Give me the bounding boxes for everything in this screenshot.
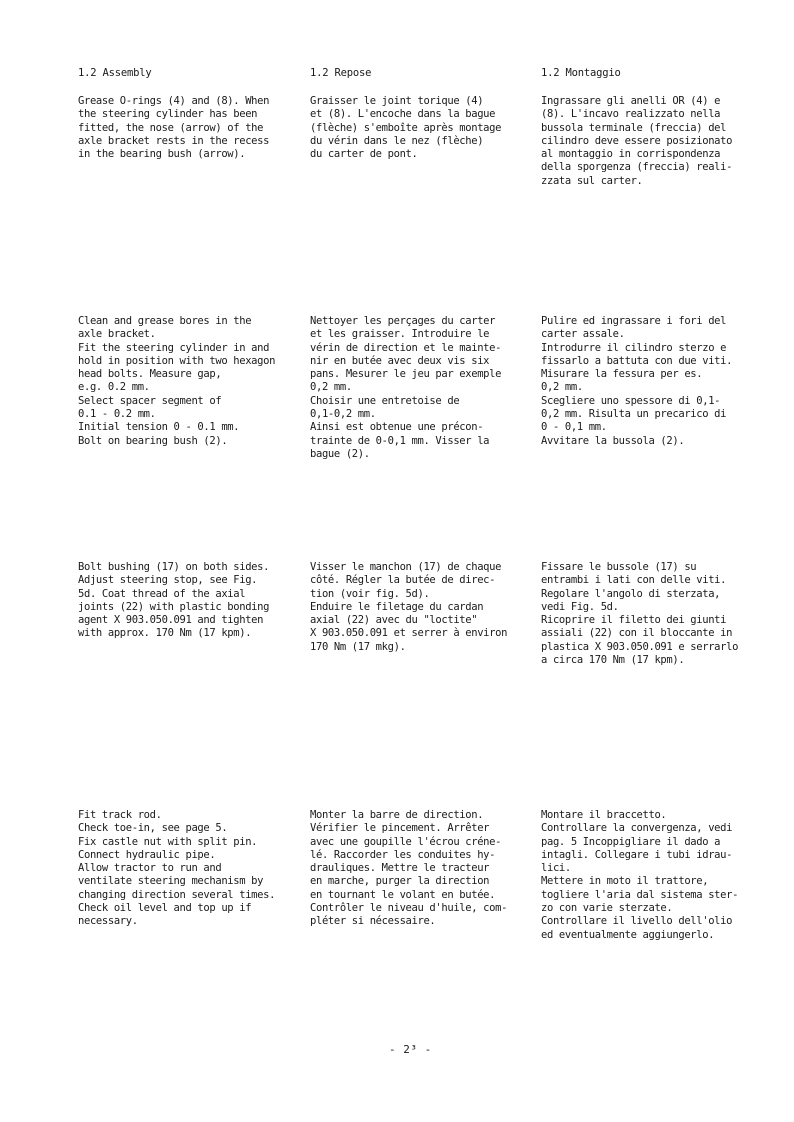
- text-line: avec une goupille l'écrou créne-: [310, 835, 502, 848]
- text-line: Scegliere uno spessore di 0,1-: [541, 394, 721, 407]
- text-line: lici.: [541, 862, 571, 875]
- text-line: Check oil level and top up if: [78, 902, 252, 915]
- text-line: Pulire ed ingrassare i fori del: [541, 315, 727, 327]
- text-line: 0,2 mm.: [541, 381, 583, 394]
- text-line: hold in position with two hexagon: [78, 354, 276, 367]
- text-line: 170 Nm (17 mkg).: [310, 640, 406, 653]
- text-line: Introdurre il cilindro sterzo e: [541, 341, 727, 354]
- page-number: - 2³ -: [389, 1043, 432, 1056]
- text-line: du vérin dans le nez (flèche): [310, 134, 484, 147]
- section-2-french: [310, 315, 501, 461]
- text-line: et les graisser. Introduire le: [310, 328, 490, 341]
- text-line: axle bracket rests in the recess: [78, 134, 270, 147]
- text-line: tion (voir fig. 5d).: [310, 587, 430, 600]
- text-line: Select spacer segment of: [78, 394, 222, 407]
- section-3-italian: [541, 561, 738, 667]
- text-line: trainte de 0-0,1 mm. Visser la: [310, 434, 490, 447]
- text-line: joints (22) with plastic bonding: [78, 600, 270, 613]
- section-3-english: [78, 561, 269, 641]
- heading-italian: 1.2 Montaggio: [541, 67, 621, 79]
- text-line: en tournant le volant en butée.: [310, 888, 496, 901]
- text-line: lé. Raccorder les conduites hy-: [310, 848, 496, 861]
- text-line: drauliques. Mettre le tracteur: [310, 862, 490, 875]
- text-line: della sporgenza (freccia) reali-: [541, 161, 733, 174]
- text-line: Fix castle nut with split pin.: [78, 835, 258, 848]
- text-line: axle bracket.: [78, 328, 156, 341]
- text-line: Avvitare la bussola (2).: [541, 434, 685, 447]
- text-line: cilindro deve essere posizionato: [541, 134, 733, 147]
- text-line: pléter si nécessaire.: [310, 915, 436, 928]
- text-line: Controllare il livello dell'olio: [541, 915, 733, 928]
- text-line: Adjust steering stop, see Fig.: [78, 574, 258, 587]
- text-line: assiali (22) con il bloccante in: [541, 627, 733, 640]
- text-line: Monter la barre de direction.: [310, 809, 484, 821]
- text-line: Grease O-rings (4) and (8). When: [78, 95, 270, 107]
- text-line: (8). L'incavo realizzato nella: [541, 108, 721, 121]
- text-line: ed eventualmente aggiungerlo.: [541, 928, 715, 941]
- text-line: in the bearing bush (arrow).: [78, 148, 246, 161]
- text-line: Montare il braccetto.: [541, 809, 667, 821]
- text-line: Fissare le bussole (17) su: [541, 561, 697, 573]
- text-line: ventilate steering mechanism by: [78, 875, 264, 888]
- text-line: 5d. Coat thread of the axial: [78, 587, 246, 600]
- text-line: nir en butée avec deux vis six: [310, 354, 490, 367]
- text-line: head bolts. Measure gap,: [78, 368, 222, 381]
- text-line: et (8). L'encoche dans la bague: [310, 108, 496, 121]
- text-line: Regolare l'angolo di sterzata,: [541, 587, 721, 600]
- section-1-italian: [541, 95, 732, 188]
- text-line: Nettoyer les perçages du carter: [310, 315, 496, 327]
- text-line: du carter de pont.: [310, 148, 418, 161]
- heading-french: 1.2 Repose: [310, 67, 372, 79]
- text-line: Choisir une entretoise de: [310, 394, 460, 407]
- text-line: Ingrassare gli anelli OR (4) e: [541, 95, 721, 107]
- text-line: Bolt on bearing bush (2).: [78, 434, 228, 447]
- text-line: axial (22) avec du "loctite": [310, 614, 478, 627]
- section-2-english: [78, 315, 275, 448]
- text-line: Ricoprire il filetto dei giunti: [541, 614, 727, 627]
- text-line: entrambi i lati con delle viti.: [541, 574, 727, 587]
- text-line: Bolt bushing (17) on both sides.: [78, 561, 270, 573]
- text-line: côté. Régler la butée de direc-: [310, 574, 496, 587]
- section-1-english: [78, 95, 269, 161]
- text-line: carter assale.: [541, 328, 625, 341]
- text-line: bussola terminale (freccia) del: [541, 121, 727, 134]
- text-line: togliere l'aria dal sistema ster-: [541, 888, 739, 901]
- text-line: 0.1 - 0.2 mm.: [78, 408, 156, 421]
- text-line: en marche, purger la direction: [310, 875, 490, 888]
- text-line: Enduire le filetage du cardan: [310, 600, 484, 613]
- text-line: Fit track rod.: [78, 809, 162, 821]
- text-line: necessary.: [78, 915, 138, 928]
- section-2-italian: [541, 315, 732, 448]
- text-line: a circa 170 Nm (17 kpm).: [541, 654, 685, 667]
- text-line: Mettere in moto il trattore,: [541, 875, 709, 888]
- text-line: 0,2 mm. Risulta un precarico di: [541, 408, 727, 421]
- text-line: intagli. Collegare i tubi idrau-: [541, 848, 733, 861]
- text-line: 0,1-0,2 mm.: [310, 408, 376, 421]
- text-line: Connect hydraulic pipe.: [78, 848, 216, 861]
- section-4-english: [78, 809, 275, 929]
- text-line: Contrôler le niveau d'huile, com-: [310, 902, 508, 915]
- section-1-french: [310, 95, 501, 161]
- text-line: e.g. 0.2 mm.: [78, 381, 150, 394]
- text-line: fitted, the nose (arrow) of the: [78, 121, 264, 134]
- text-line: Vérifier le pincement. Arrêter: [310, 822, 490, 835]
- text-line: X 903.050.091 et serrer à environ: [310, 627, 508, 640]
- text-line: Allow tractor to run and: [78, 862, 222, 875]
- text-line: Controllare la convergenza, vedi: [541, 822, 733, 835]
- text-line: Clean and grease bores in the: [78, 315, 252, 327]
- text-line: fissarlo a battuta con due viti.: [541, 354, 733, 367]
- text-line: pag. 5 Incoppigliare il dado a: [541, 835, 721, 848]
- text-line: Initial tension 0 - 0.1 mm.: [78, 421, 240, 434]
- section-4-french: [310, 809, 507, 929]
- text-line: 0,2 mm.: [310, 381, 352, 394]
- text-line: Fit the steering cylinder in and: [78, 341, 270, 354]
- text-line: the steering cylinder has been: [78, 108, 258, 121]
- text-line: Misurare la fessura per es.: [541, 368, 703, 381]
- heading-english: 1.2 Assembly: [78, 67, 152, 79]
- text-line: bague (2).: [310, 447, 370, 460]
- text-line: (flèche) s'emboîte après montage: [310, 121, 502, 134]
- text-line: plastica X 903.050.091 e serrarlo: [541, 640, 739, 653]
- section-4-italian: [541, 809, 738, 942]
- section-3-french: [310, 561, 507, 654]
- text-line: agent X 903.050.091 and tighten: [78, 614, 264, 627]
- text-line: vérin de direction et le mainte-: [310, 341, 502, 354]
- text-line: changing direction several times.: [78, 888, 276, 901]
- text-line: Visser le manchon (17) de chaque: [310, 561, 502, 573]
- text-line: zo con varie sterzate.: [541, 902, 673, 915]
- text-line: with approx. 170 Nm (17 kpm).: [78, 627, 252, 640]
- text-line: pans. Mesurer le jeu par exemple: [310, 368, 502, 381]
- text-line: 0 - 0,1 mm.: [541, 421, 607, 434]
- text-line: Graisser le joint torique (4): [310, 95, 484, 107]
- text-line: al montaggio in corrispondenza: [541, 148, 721, 161]
- text-line: zzata sul carter.: [541, 174, 643, 187]
- text-line: Check toe-in, see page 5.: [78, 822, 228, 835]
- text-line: vedi Fig. 5d.: [541, 600, 619, 613]
- text-line: Ainsi est obtenue une précon-: [310, 421, 484, 434]
